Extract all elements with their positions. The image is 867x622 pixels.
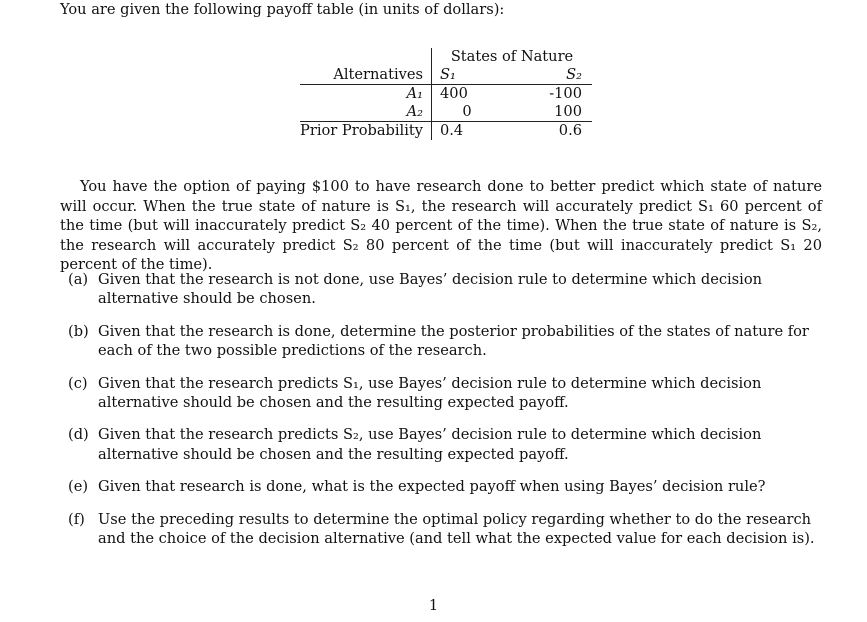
question-c (64, 374, 824, 413)
states-of-nature-header: States of Nature (432, 48, 593, 66)
state-s1-header: S₁ (432, 66, 503, 85)
state-s2-header: S₂ (502, 66, 592, 85)
alternative-a1-label: A₁ (406, 85, 423, 102)
table-corner (300, 48, 432, 66)
question-text: Given that the research predicts S₂, use Bayes’ decision rule to determine which decision alternative should be chosen and the resulting expected payoff. (98, 426, 762, 463)
research-option-paragraph: You have the option of paying $100 to have research done to better predict which state of nature will occur. When the true state of nature is S₁, the research will accurately predict S₁ 60 percent of the time (but will inaccurately predict S₂ 40 percent of the time). When the true state of nature is S₂, the research will accurately predict S₂ 80 percent of the time (but will inaccurately predict S₁ 20 percent of the time). (60, 178, 822, 274)
prior-probability-label: Prior Probability (300, 122, 423, 139)
question-marker: (c) (68, 374, 88, 392)
question-text: Given that the research is done, determine the posterior probabilities of the states of nature for each of the two possible predictions of the research. (98, 322, 809, 360)
question-e (64, 477, 824, 496)
payoff-a1-s2: -100 (549, 85, 582, 102)
question-b (64, 322, 824, 361)
question-text: Given that research is done, what is the expected payoff when using Bayes’ decision rule? (98, 478, 766, 496)
payoff-a1-s1: 400 (432, 85, 503, 104)
payoff-a2-s2: 100 (502, 103, 592, 122)
question-text: Given that the research predicts S₁, use Bayes’ decision rule to determine which decision alternative should be chosen and the resulting expected payoff. (98, 374, 762, 412)
question-text: Given that the research is not done, use Bayes’ decision rule to determine which decision alternative should be chosen. (98, 271, 763, 308)
question-f (64, 510, 824, 549)
question-marker: (e) (68, 478, 89, 496)
question-d (64, 425, 824, 464)
intro-text: You are given the following payoff table (in units of dollars): (60, 1, 505, 18)
payoff-a2-s1: 0 (432, 103, 503, 122)
question-list (64, 270, 824, 548)
prior-s1: 0.4 (432, 122, 503, 141)
question-marker: (f) (68, 510, 85, 528)
alternative-a2-label: A₂ (300, 103, 432, 122)
question-a (64, 270, 824, 309)
alternatives-header: Alternatives (300, 66, 432, 85)
question-marker: (b) (68, 322, 89, 340)
page-number: 1 (428, 597, 439, 614)
payoff-table (300, 48, 592, 140)
question-marker: (d) (68, 426, 89, 444)
question-text: Use the preceding results to determine the optimal policy regarding whether to do the research and the choice of the decision alternative (and tell what the expected value for each decision is). (98, 510, 815, 548)
prior-s2: 0.6 (558, 122, 582, 139)
question-marker: (a) (68, 271, 89, 288)
